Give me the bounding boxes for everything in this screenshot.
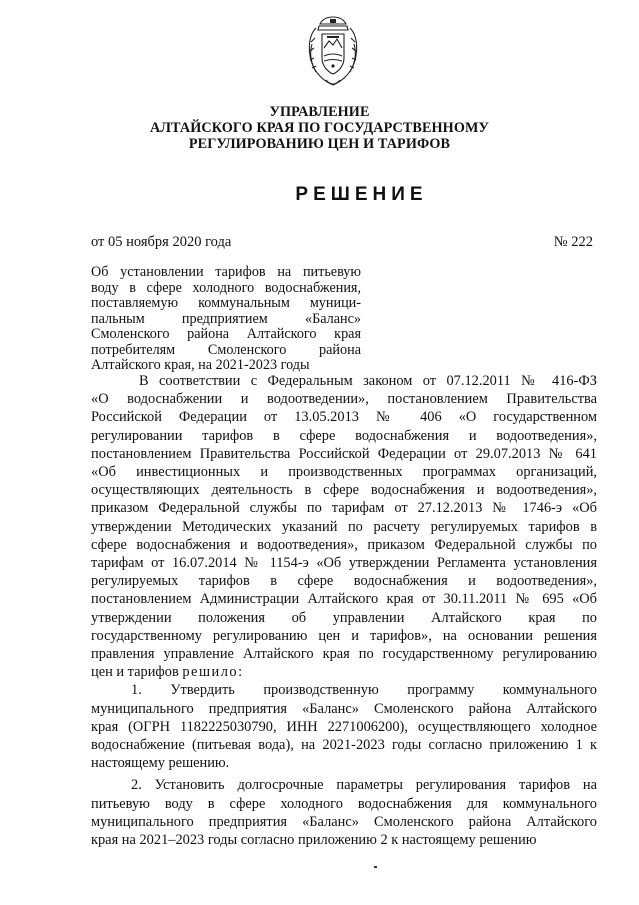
body-line: 1. Утвердить производственную программу коммунального bbox=[131, 682, 597, 699]
body-line: постановлением Администрации Алтайского края от 30.11.2011 № 695 «Об bbox=[91, 591, 597, 608]
paragraph-item-2 bbox=[91, 776, 597, 849]
coat-of-arms-icon bbox=[302, 14, 364, 90]
body-line: муниципального предприятия «Баланс» Смоленского района Алтайского bbox=[91, 700, 597, 717]
agency-line-1: УПРАВЛЕНИЕ bbox=[269, 104, 370, 120]
body-line: правления управление Алтайского края по государственному регулированию bbox=[91, 646, 597, 663]
body-line-resolution bbox=[91, 663, 597, 681]
body-line: утверждении Методических указаний по расчету регулируемых тарифов в bbox=[91, 518, 597, 535]
body-line: регулировании тарифов в сфере водоснабжения и водоотведения», bbox=[91, 427, 597, 444]
body-line: В соответствии с Федеральным законом от 07.12.2011 № 416-ФЗ bbox=[139, 373, 597, 389]
paragraph-preamble bbox=[91, 372, 597, 681]
body-line: питьевую воду в сфере холодного водоснабжения для коммунального bbox=[91, 795, 597, 812]
document-subject bbox=[91, 265, 361, 374]
body-line: регулируемых тарифов в сфере водоснабжения и водоотведения», bbox=[91, 573, 597, 590]
subject-line: воду в сфере холодного водоснабжения, bbox=[91, 279, 361, 296]
document-number: № 222 bbox=[553, 234, 593, 250]
resolution-verb: решило: bbox=[182, 664, 244, 681]
subject-line: поставляемую коммунальным муници- bbox=[91, 295, 361, 311]
paragraph-item-1 bbox=[91, 681, 597, 772]
agency-header bbox=[0, 104, 639, 152]
body-line: настоящему решению. bbox=[91, 755, 230, 772]
subject-line: Об установлении тарифов на питьевую bbox=[91, 264, 361, 280]
document-date: от 05 ноября 2020 года bbox=[91, 234, 232, 250]
document-body bbox=[91, 372, 597, 849]
agency-line-3: РЕГУЛИРОВАНИЮ ЦЕН И ТАРИФОВ bbox=[188, 136, 451, 152]
body-line: сфере водоснабжения и водоотведения», приказом Федеральной службы по bbox=[91, 536, 597, 553]
subject-line: Смоленского района Алтайского края bbox=[91, 326, 361, 342]
subject-line: пальным предприятием «Баланс» bbox=[91, 310, 361, 327]
body-line: «Об инвестиционных и производственных программах организаций, bbox=[91, 464, 597, 481]
body-line: Российской Федерации от 13.05.2013 № 406 «О государственном bbox=[91, 409, 597, 426]
subject-line: потребителям Смоленского района bbox=[91, 341, 361, 358]
body-line: водоснабжение (питьевая вода), на 2021-2023 годы согласно приложению 1 к bbox=[91, 737, 597, 754]
body-line: края на 2021–2023 годы согласно приложению 2 к настоящему решению bbox=[91, 832, 537, 849]
body-line: края (ОГРН 1182225030790, ИНН 2271006200), осуществляющего холодное bbox=[91, 718, 597, 735]
body-line: государственному регулированию цен и тарифов», на основании решения bbox=[91, 627, 597, 644]
body-line: муниципального предприятия «Баланс» Смоленского района Алтайского bbox=[91, 813, 597, 830]
body-line: утверждении положения об управлении Алтайского края по bbox=[91, 609, 597, 626]
agency-line-2: АЛТАЙСКОГО КРАЯ ПО ГОСУДАРСТВЕННОМУ bbox=[150, 120, 489, 136]
body-line: 2. Установить долгосрочные параметры регулирования тарифов на bbox=[131, 777, 597, 794]
page-mark bbox=[374, 866, 377, 868]
document-type-title: РЕШЕНИЕ bbox=[295, 184, 428, 205]
body-line: постановлением Правительства Российской Федерации от 29.07.2013 № 641 bbox=[91, 445, 597, 462]
body-line: осуществляющих деятельность в сфере водоснабжения и водоотведения», bbox=[91, 482, 597, 499]
subject-line: Алтайского края, на 2021-2023 годы bbox=[91, 357, 310, 373]
body-line: приказом Федеральной службы по тарифам от 27.12.2013 № 1746-э «Об bbox=[91, 500, 597, 517]
body-line: тарифам от 16.07.2014 № 1154-э «Об утверждении Регламента установления bbox=[91, 555, 597, 572]
body-line: «О водоснабжении и водоотведении», постановлением Правительства bbox=[91, 391, 597, 408]
resolution-prefix: цен и тарифов bbox=[91, 664, 183, 681]
